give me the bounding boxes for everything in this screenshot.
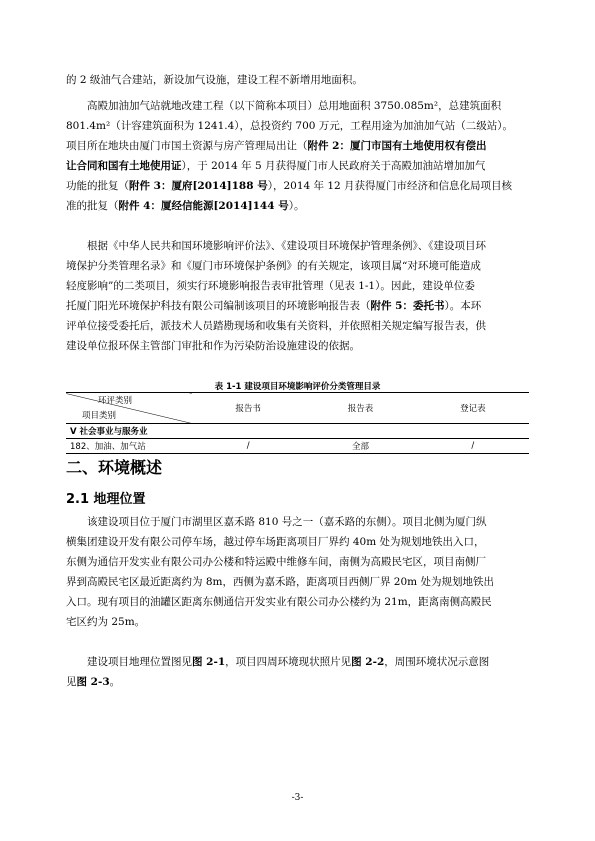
location-paragraph [66, 512, 529, 632]
diag-top-label: 环评类别 [98, 396, 133, 406]
location-line: 入口。现有项目的油罐区距离东侧通信开发实业有限公司办公楼约为 21m，距离南侧高殿民 [66, 596, 492, 608]
section-empty [192, 424, 304, 439]
attachment-ref: 附件 2：厦门市国有土地使用权有偿出 [307, 140, 487, 152]
page-number: -3- [291, 793, 304, 803]
location-line: 横集团建设开发有限公司停车场，越过停车场距离项目厂界约 40m 处为规划地铁出入口， [66, 536, 485, 548]
text-run: ，项目四周环境现状照片见 [225, 656, 352, 668]
project-line: 801.4m²（计容建筑面积为 1241.4），总投资约 700 万元，工程用途为加油加气站（二级站）。 [66, 120, 514, 132]
row-label-cell: 182、加油、加气站 [66, 439, 192, 454]
project-line: 高殿加油加气站就地改建工程（以下简称本项目）总用地面积 3750.085m²，总建筑面积 [87, 100, 502, 112]
project-paragraph [66, 96, 529, 216]
figure-paragraph [66, 652, 529, 692]
table-section-row [66, 424, 529, 439]
attachment-ref: 附件 4：厦经信能源[2014]144 号 [118, 200, 289, 212]
text-run: 项目所在地块由厦门市国土资源与房产管理局出让（ [66, 140, 308, 152]
figure-line [66, 672, 529, 692]
section-cell: V 社会事业与服务业 [66, 424, 192, 439]
text-run: ），2014 年 12 月获得厦门市经济和信息化局项目核 [267, 180, 513, 192]
law-line [66, 296, 529, 316]
table-row [66, 439, 529, 454]
diagonal-header-cell [66, 393, 192, 424]
intro-paragraph [66, 70, 529, 90]
header-cell: 登记表 [417, 393, 529, 424]
text-run: ），于 2014 年 5 月获得厦门市人民政府关于高殿加油站增加加气 [181, 160, 486, 172]
figure-ref: 图 2-3 [76, 676, 110, 688]
table-header-row [66, 393, 529, 424]
law-line: 评单位接受委托后，派技术人员踏勘现场和收集有关资料，并依照相关规定编写报告表，供 [66, 320, 486, 332]
section-empty [417, 424, 529, 439]
text-run: 。 [109, 676, 121, 688]
text-run: ）。本环 [444, 300, 482, 312]
header-cell: 报告书 [192, 393, 304, 424]
law-line: 根据《中华人民共和国环境影响评价法》、《建设项目环境保护管理条例》、《建设项目环 [87, 240, 486, 252]
text-run: 托厦门阳光环境保护科技有限公司编制该项目的环境影响报告表（ [66, 300, 371, 312]
location-line: 界到高殿民宅区最近距离约为 8m，西侧为嘉禾路，距离项目西侧厂界 20m 处为规划地铁出 [66, 576, 494, 588]
subsection-heading: 2.1 地理位置 [66, 492, 146, 507]
table-cell: / [192, 439, 304, 454]
law-paragraph [66, 236, 529, 356]
location-line: 宅区约为 25m。 [66, 616, 146, 628]
project-line [66, 156, 529, 176]
text-run: ）。 [288, 200, 305, 212]
classification-table [66, 392, 529, 454]
text-run: 建设项目地理位置图见 [87, 656, 192, 668]
figure-ref: 图 2-1 [192, 656, 226, 668]
attachment-ref: 让合同和国有土地使用证 [66, 160, 182, 172]
law-line: 境保护分类管理名录》和《厦门市环境保护条例》的有关规定，该项目属“对环境可能造成 [66, 260, 481, 272]
section-heading: 二、环境概述 [66, 458, 163, 477]
table-cell: / [417, 439, 529, 454]
location-line: 东侧为通信开发实业有限公司办公楼和特运殿中维修车间，南侧为高殿民宅区，项目南侧厂 [66, 556, 486, 568]
diag-bottom-label: 项目类别 [82, 411, 117, 421]
project-line [66, 136, 529, 156]
attachment-ref: 附件 5：委托书 [370, 300, 445, 312]
law-line: 轻度影响”的二类项目，须实行环境影响报告表审批管理（见表 1-1）。因此，建设单位委 [66, 280, 475, 292]
text-run: ，周围环境状况示意图 [384, 656, 490, 668]
attachment-ref: 附件 3：厦府[2014]188 号 [129, 180, 268, 192]
header-cell: 报告表 [304, 393, 416, 424]
intro-line: 的 2 级油气合建站，新设加气设施，建设工程不新增用地面积。 [66, 74, 363, 86]
law-line: 建设单位报环保主管部门审批和作为污染防治设施建设的依据。 [66, 340, 360, 352]
section-empty [304, 424, 416, 439]
figure-ref: 图 2-2 [351, 656, 385, 668]
text-run: 准的批复（ [66, 200, 119, 212]
project-line [66, 176, 529, 196]
text-run: 见 [66, 676, 77, 688]
text-run: 功能的批复（ [66, 180, 129, 192]
table-caption: 表 1-1 建设项目环境影响评价分类管理目录 [214, 382, 381, 392]
table-cell: 全部 [304, 439, 416, 454]
location-line: 该建设项目位于厦门市湖里区嘉禾路 810 号之一（嘉禾路的东侧）。项目北侧为厦门纵 [87, 516, 487, 528]
figure-line [66, 652, 529, 672]
project-line [66, 196, 529, 216]
